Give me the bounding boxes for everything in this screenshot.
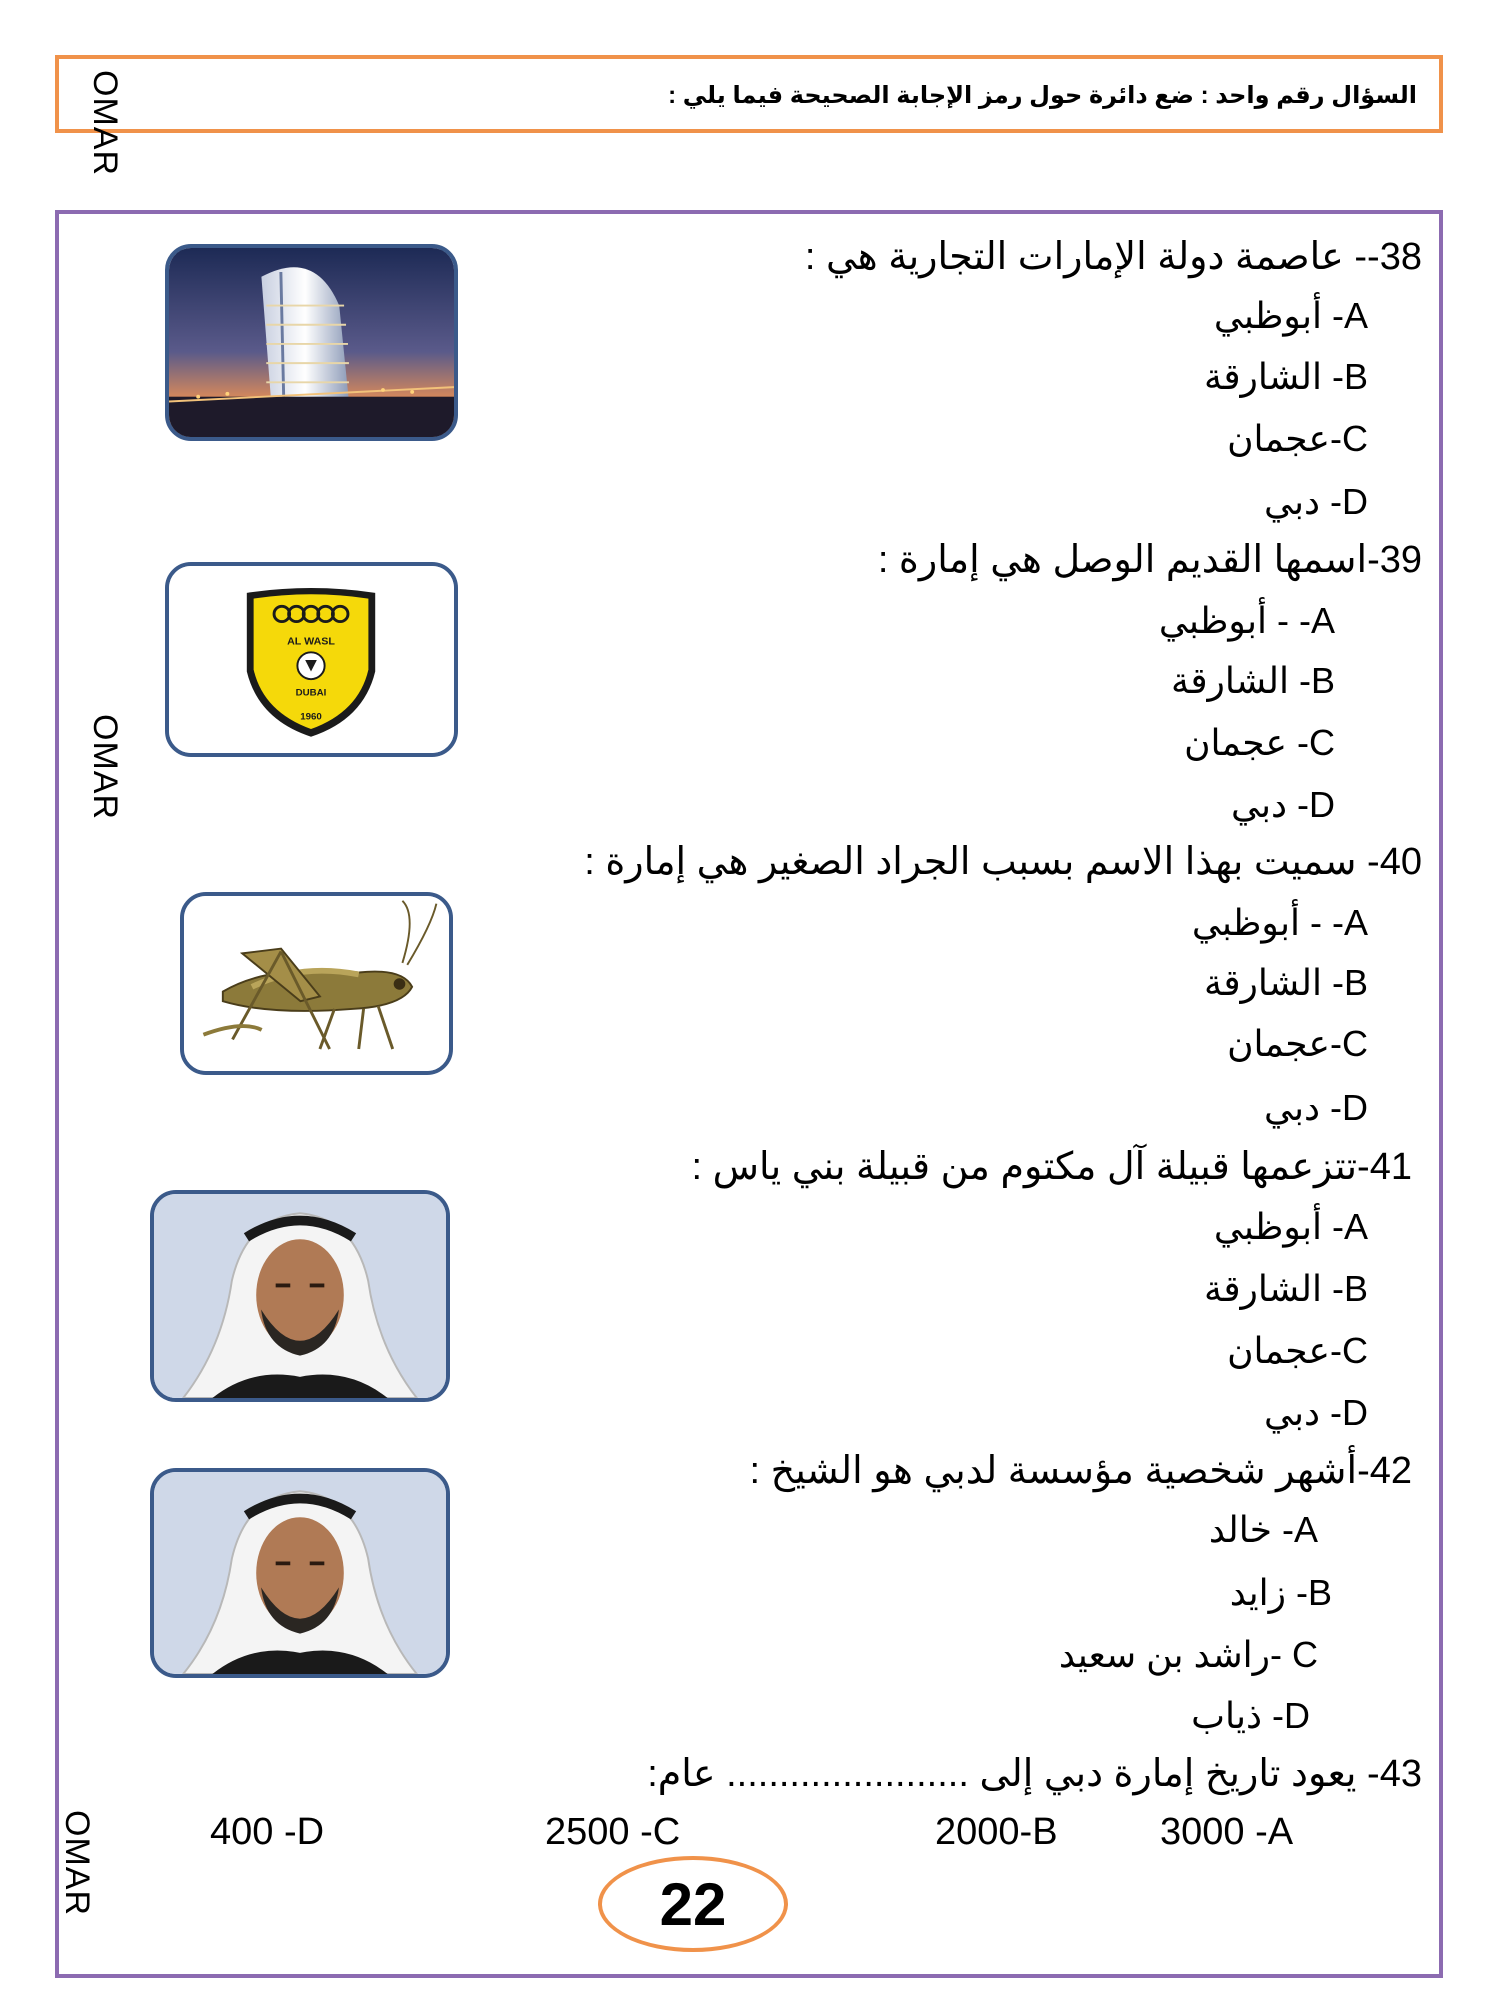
q41-option-a[interactable]: A- أبوظبي: [1213, 1206, 1368, 1247]
instruction-text: السؤال رقم واحد : ضع دائرة حول رمز الإجابة الصحيحة فيما يلي :: [668, 82, 1417, 109]
watermark-top: OMAR: [86, 70, 124, 176]
q41-option-d[interactable]: D- دبي: [1263, 1392, 1368, 1433]
question-41: 41-تتزعمها قبيلة آل مكتوم من قبيلة بني ياس :: [691, 1146, 1412, 1188]
question-39: 39-اسمها القديم الوصل هي إمارة :: [877, 539, 1422, 581]
q42-option-b[interactable]: B- زايد: [1229, 1572, 1332, 1613]
q39-option-a[interactable]: A- - أبوظبي: [1158, 600, 1335, 641]
grasshopper-image: [180, 892, 453, 1075]
question-42: 42-أشهر شخصية مؤسسة لدبي هو الشيخ :: [749, 1450, 1412, 1492]
al-wasl-logo-image: [165, 562, 458, 757]
q39-option-c[interactable]: C- عجمان: [1184, 722, 1335, 763]
question-40: 40- سميت بهذا الاسم بسبب الجراد الصغير هي إمارة :: [584, 841, 1422, 883]
page-number: 22: [659, 1870, 727, 1938]
q41-option-c[interactable]: C-عجمان: [1227, 1330, 1368, 1371]
logo-city: DUBAI: [295, 687, 327, 699]
q40-option-c[interactable]: C-عجمان: [1227, 1023, 1368, 1064]
q42-option-c[interactable]: C -راشد بن سعيد: [1058, 1634, 1318, 1675]
watermark-bottom: OMAR: [58, 1810, 96, 1916]
q43-option-a[interactable]: 3000 -A: [1160, 1811, 1294, 1853]
question-43: 43- يعود تاريخ إمارة دبي إلى ....................... عام:: [647, 1753, 1422, 1795]
burj-al-arab-image: [165, 244, 458, 441]
q38-option-b[interactable]: B- الشارقة: [1204, 356, 1368, 397]
q40-option-d[interactable]: D- دبي: [1263, 1087, 1368, 1128]
q38-option-d[interactable]: D- دبي: [1263, 481, 1368, 522]
q40-option-a[interactable]: A- - أبوظبي: [1191, 902, 1368, 943]
q40-option-b[interactable]: B- الشارقة: [1204, 962, 1368, 1003]
q43-option-b[interactable]: 2000-B: [935, 1811, 1058, 1853]
q39-option-d[interactable]: D- دبي: [1230, 784, 1335, 825]
page-number-badge: [598, 1856, 788, 1952]
sheikh-portrait-image-1: [150, 1190, 450, 1402]
q43-option-d[interactable]: 400 -D: [210, 1811, 325, 1853]
question-38: 38-- عاصمة دولة الإمارات التجارية هي :: [804, 236, 1422, 278]
q38-option-c[interactable]: C-عجمان: [1227, 418, 1368, 459]
q43-option-c[interactable]: 2500 -C: [545, 1811, 681, 1853]
q38-option-a[interactable]: A- أبوظبي: [1213, 295, 1368, 336]
instruction-box: [55, 55, 1443, 133]
sheikh-portrait-image-2: [150, 1468, 450, 1678]
logo-year: 1960: [300, 711, 322, 723]
logo-club-name: AL WASL: [287, 635, 335, 648]
q41-option-b[interactable]: B- الشارقة: [1204, 1268, 1368, 1309]
watermark-middle: OMAR: [86, 714, 124, 820]
q42-option-a[interactable]: A- خالد: [1208, 1509, 1318, 1550]
q39-option-b[interactable]: B- الشارقة: [1171, 660, 1335, 701]
q42-option-d[interactable]: D- ذياب: [1191, 1695, 1310, 1736]
